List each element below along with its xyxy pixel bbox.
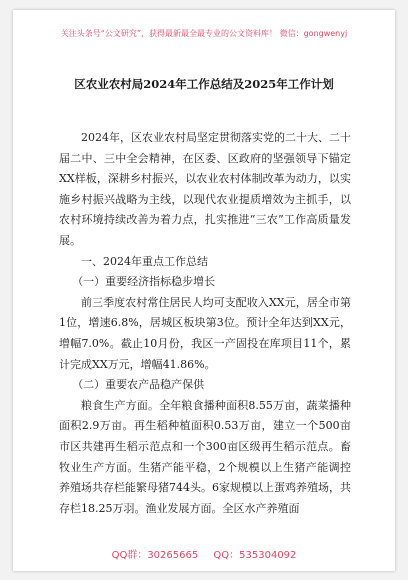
qq-group-label: QQ群：30265665 [111, 550, 199, 561]
qq-contact-label: QQ：535304092 [213, 550, 297, 561]
subsection-heading-2: （二）重要农产品稳产保供 [72, 378, 205, 392]
document-page [13, 10, 395, 571]
section-heading: 一、2024年重点工作总结 [81, 254, 208, 268]
economic-indicators-paragraph: 前三季度农村常住居民人均可支配收入XX元，居全市第1位，增速6.8%，居城区板块第3位。预计全年达到XX元，增幅7.0%。截止10月份，我区一产固投在库项目11个，累计完成XX万元，增幅41.86%。 [59, 295, 351, 371]
document-title: 区农业农村局2024年工作总结及2025年工作计划 [74, 77, 334, 91]
production-paragraph: 粮食生产方面。全年粮食播种面积8.55万亩，蔬菜播种面积2.9万亩。再生稻种植面积0.53万亩，建立一个500亩市区共建再生稻示范点和一个300亩区级再生稻示范点。畜牧业生产方面。生猪产能平稳，2个规模以上生猪产能调控养殖场共存栏能繁母猪744头。6家规模以上蛋鸡养殖场，共存栏18.25万羽。渔业发展方面。全区水产养殖面 [59, 398, 351, 515]
subsection-heading-1: （一）重要经济指标稳步增长 [72, 275, 216, 289]
intro-paragraph: 2024年，区农业农村局坚定贯彻落实党的二十大、二十届二中、三中全会精神，在区委、区政府的坚强领导下锚定XX样板，深耕乡村振兴，以农业农村体制改革为动力，以实施乡村振兴战略为主线，以现代农业提质增效为主抓手，以农村环境持续改善为着力点，扎实推进“三农”工作高质量发展。 [59, 131, 351, 247]
promo-banner: 关注头条号“公文研究”，获得最新最全最专业的公文资料库！ 微信：gongwenyj [60, 29, 348, 38]
contact-footer [13, 546, 395, 561]
document-body [59, 128, 351, 519]
